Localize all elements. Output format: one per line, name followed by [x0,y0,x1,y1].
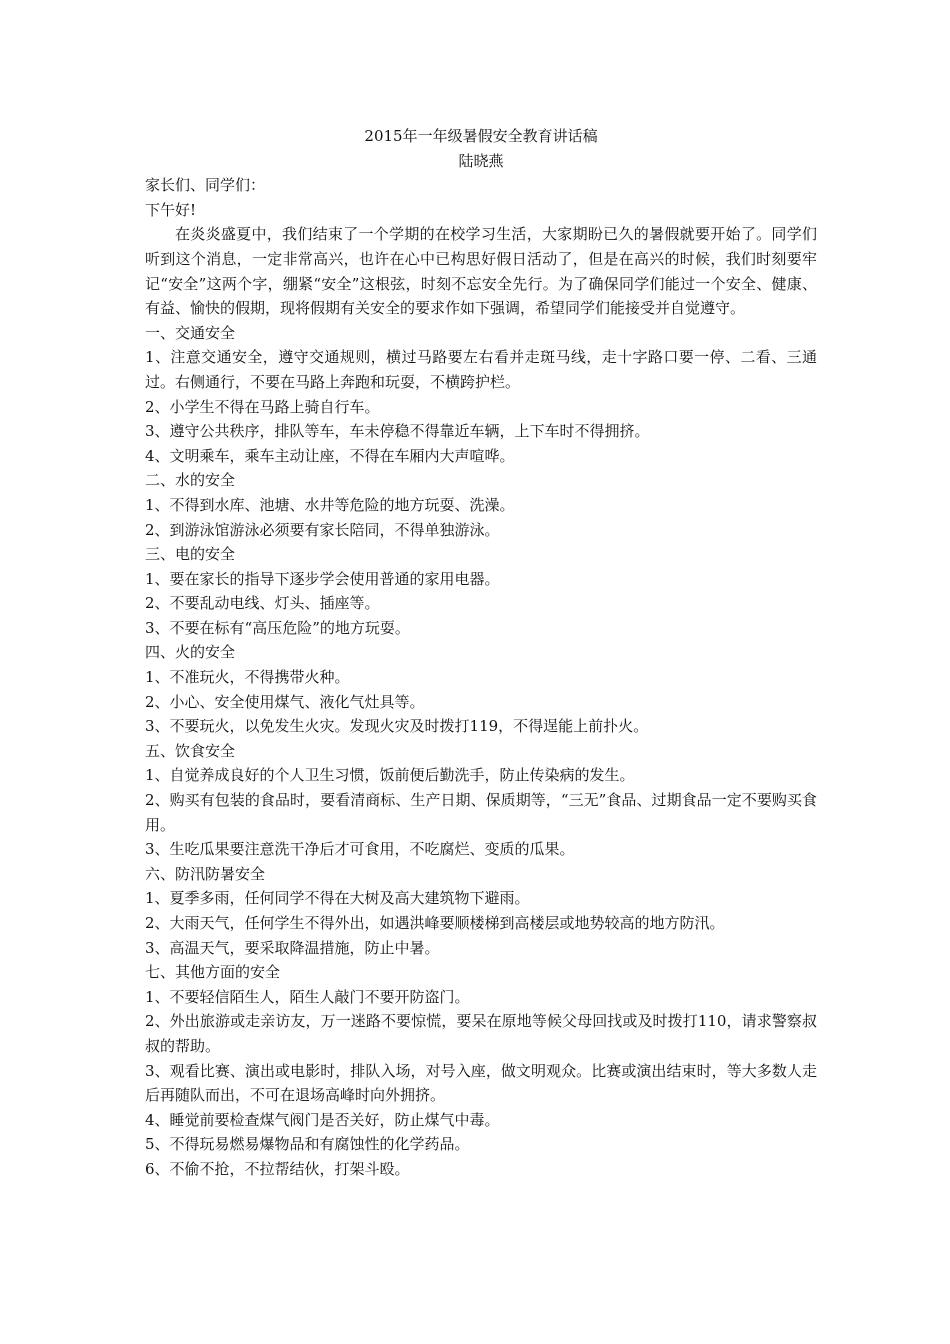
document-author: 陆晓燕 [458,151,504,170]
list-item: 3、高温天气，要采取降温措施，防止中暑。 [145,938,440,957]
section-flood-heat [145,862,817,960]
document-body [145,124,817,1182]
list-item: 1、自觉养成良好的个人卫生习惯，饭前便后勤洗手，防止传染病的发生。 [145,766,635,785]
list-item: 1、不得到水库、池塘、水井等危险的地方玩耍、洗澡。 [145,495,515,514]
salutation: 家长们、同学们： [145,176,266,195]
list-item: 3、遵守公共秩序，排队等车，车未停稳不得靠近车辆，上下车时不得拥挤。 [145,422,650,441]
list-item: 2、到游泳馆游泳必须要有家长陪同，不得单独游泳。 [145,520,500,539]
list-item: 1、注意交通安全，遵守交通规则，横过马路要左右看并走斑马线，走十字路口要一停、二看、三通过。右侧通行，不要在马路上奔跑和玩耍，不横跨护栏。 [145,348,817,391]
list-item: 4、文明乘车，乘车主动让座，不得在车厢内大声喧哗。 [145,446,515,465]
list-item: 1、夏季多雨，任何同学不得在大树及高大建筑物下避雨。 [145,889,530,908]
greeting: 下午好! [145,200,197,219]
list-item: 1、要在家长的指导下逐步学会使用普通的家用电器。 [145,569,500,588]
title-block [145,124,817,173]
section-heading: 五、饮食安全 [145,741,236,760]
list-item: 3、不要在标有“高压危险”的地方玩耍。 [145,618,410,637]
section-heading: 二、水的安全 [145,471,236,490]
section-heading: 七、其他方面的安全 [145,963,281,982]
list-item: 2、购买有包装的食品时，要看清商标、生产日期、保质期等，“三无”食品、过期食品一定不要购买食用。 [145,791,817,834]
list-item: 3、生吃瓜果要注意洗干净后才可食用，不吃腐烂、变质的瓜果。 [145,840,575,859]
section-heading: 四、火的安全 [145,643,236,662]
intro-paragraph: 在炎炎盛夏中，我们结束了一个学期的在校学习生活，大家期盼已久的暑假就要开始了。同学们听到这个消息，一定非常高兴，也许在心中已构思好假日活动了，但是在高兴的时候，我们时刻要牢记“安全”这两个字，绷紧“安全”这根弦，时刻不忘安全先行。为了确保同学们能过一个安全、健康、有益、愉快的假期，现将假期有关安全的要求作如下强调，希望同学们能接受并自觉遵守。 [145,225,817,318]
list-item: 3、观看比赛、演出或电影时，排队入场，对号入座，做文明观众。比赛或演出结束时，等大多数人走后再随队而出，不可在退场高峰时向外拥挤。 [145,1061,817,1105]
list-item: 1、不准玩火，不得携带火种。 [145,668,350,687]
list-item: 6、不偷不抢，不拉帮结伙，打架斗殴。 [145,1159,410,1178]
list-item: 4、睡觉前要检查煤气阀门是否关好，防止煤气中毒。 [145,1110,500,1129]
document-title: 2015年一年级暑假安全教育讲话稿 [364,127,598,145]
section-other [145,960,817,1181]
list-item: 3、不要玩火，以免发生火灾。发现火灾及时拨打119，不得逞能上前扑火。 [145,717,649,736]
list-item: 2、不要乱动电线、灯头、插座等。 [145,594,380,613]
section-food [145,739,817,862]
list-item: 2、小学生不得在马路上骑自行车。 [145,397,380,416]
section-electricity [145,542,817,640]
section-heading: 六、防汛防暑安全 [145,864,266,883]
list-item: 2、小心、安全使用煤气、液化气灶具等。 [145,692,425,711]
section-fire [145,640,817,738]
list-item: 5、不得玩易燃易爆物品和有腐蚀性的化学药品。 [145,1135,470,1154]
list-item: 2、外出旅游或走亲访友，万一迷路不要惊慌，要呆在原地等候父母回找或及时拨打110，请求警察叔叔的帮助。 [145,1012,817,1055]
section-heading: 一、交通安全 [145,323,236,342]
section-traffic [145,321,817,469]
list-item: 2、大雨天气，任何学生不得外出，如遇洪峰要顺楼梯到高楼层或地势较高的地方防汛。 [145,914,725,932]
section-water [145,468,817,542]
section-heading: 三、电的安全 [145,545,236,564]
list-item: 1、不要轻信陌生人，陌生人敲门不要开防盗门。 [145,987,470,1006]
